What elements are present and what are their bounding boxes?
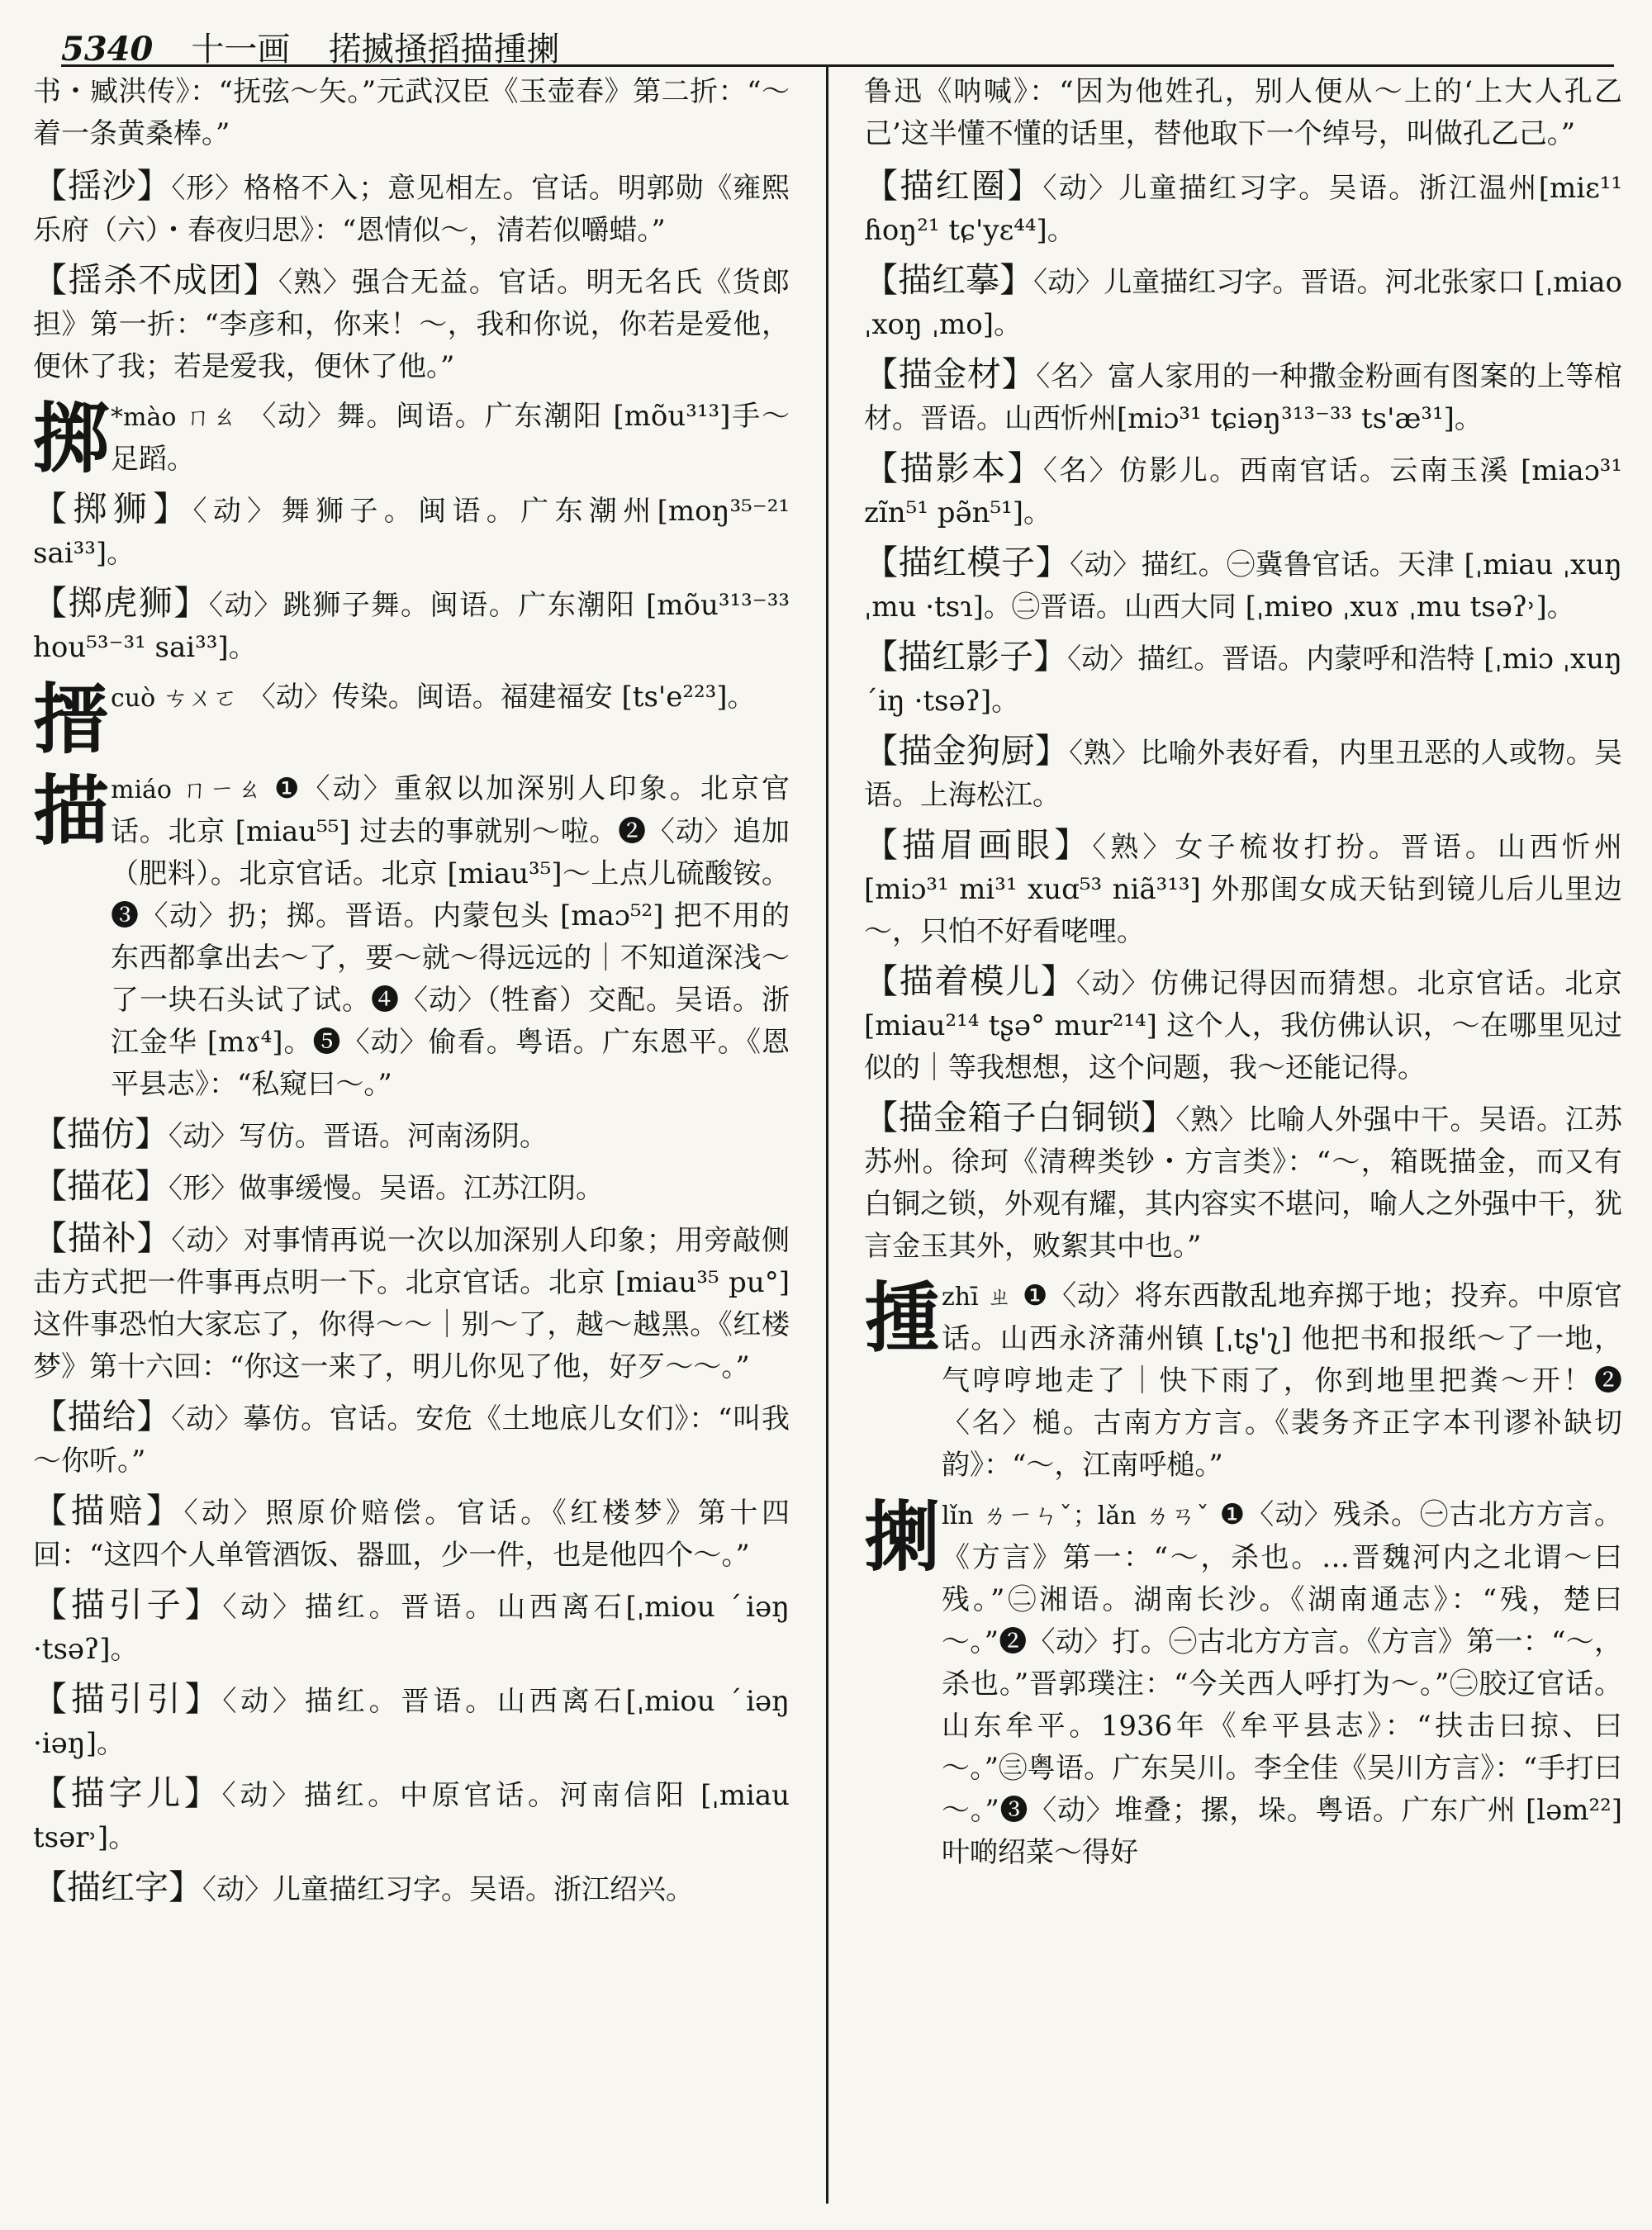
character-entry bbox=[864, 1494, 1622, 1874]
headword: 【描红摹】 bbox=[864, 260, 1034, 300]
headword: 【描赔】 bbox=[33, 1491, 184, 1530]
word-entry bbox=[33, 1113, 790, 1158]
definition-text: 〈熟〉比喻人外强中干。吴语。江苏苏州。徐珂《清稗类钞・方言类》：“～，箱既描金，而又有白铜之锁，外观有耀，其内容实不堪问，喻人之外强中干，犹言金玉其外，败絮其中也。” bbox=[864, 1103, 1622, 1263]
word-entry bbox=[864, 961, 1622, 1089]
word-entry bbox=[864, 165, 1622, 252]
definition-text: ❶〈动〉将东西散乱地弃掷于地；投弃。中原官话。山西永济蒲州镇 [ˌtʂ'ʅ] 他把书和报纸～了一地，气哼哼地走了｜快下雨了，你到地里把粪～开！❷〈名〉槌。古南方方言。《裴务齐正字本刊谬补缺切韵》：“～，江南呼槌。” bbox=[942, 1279, 1622, 1482]
column-divider bbox=[826, 64, 828, 2204]
head-character: 揦 bbox=[864, 1492, 941, 1582]
headword: 【描字儿】 bbox=[33, 1773, 222, 1813]
head-character: 掷 bbox=[33, 394, 110, 483]
head-character: 揰 bbox=[864, 1274, 941, 1363]
word-entry bbox=[864, 1097, 1622, 1268]
header-characters: 掿揻掻搯描揰揦 bbox=[328, 31, 560, 69]
word-entry bbox=[33, 1678, 790, 1765]
stroke-section: 十一画 bbox=[191, 31, 291, 69]
definition-text: 〈熟〉强合无益。官话。明无名氏《货郎担》第一折：“李彦和，你来！～，我和你说，你若是爱他，便休了我；若是爱我，便休了他。” bbox=[33, 266, 790, 383]
definition-text: 〈动〉舞。闽语。广东潮阳 [mõu³¹³]手～足蹈。 bbox=[111, 400, 790, 476]
right-column bbox=[864, 71, 1622, 2210]
definition-text: 鲁迅《呐喊》：“因为他姓孔，别人便从～上的‘上大人孔乙己’这半懂不懂的话里，替他取下一个绰号，叫做孔乙己。” bbox=[864, 75, 1622, 150]
word-entry bbox=[864, 448, 1622, 534]
definition-text: 〈动〉儿童描红习字。晋语。河北张家口 [ˌmiao ˌxoŋ ˌmo]。 bbox=[864, 266, 1622, 341]
headword: 【描红影子】 bbox=[864, 637, 1068, 676]
headword: 【描金材】 bbox=[864, 354, 1037, 394]
word-entry bbox=[864, 353, 1622, 440]
word-entry bbox=[33, 582, 790, 669]
definition-text: 〈动〉跳狮子舞。闽语。广东潮阳 [mõu³¹³⁻³³ hou⁵³⁻³¹ sai³³]。 bbox=[33, 589, 790, 664]
word-entry bbox=[864, 542, 1622, 629]
headword: 【描着模儿】 bbox=[864, 961, 1076, 1001]
definition-text: 〈名〉仿影儿。西南官话。云南玉溪 [miaɔ³¹ zĩn⁵¹ pə̃n⁵¹]。 bbox=[864, 454, 1622, 529]
headword: 【描红圈】 bbox=[864, 166, 1043, 206]
definition-text: 〈动〉仿佛记得因而猜想。北京官话。北京 [miau²¹⁴ tʂə° mur²¹⁴] 这个人，我仿佛认识，～在哪里见过似的｜等我想想，这个问题，我～还能记得。 bbox=[864, 967, 1622, 1084]
character-entry bbox=[33, 675, 790, 764]
word-entry bbox=[33, 1217, 790, 1388]
word-entry bbox=[33, 1584, 790, 1671]
character-entry bbox=[864, 1275, 1622, 1487]
head-character: 描 bbox=[33, 766, 110, 856]
page-number: 5340 bbox=[61, 30, 154, 69]
pronunciation: miáo ㄇㄧㄠ bbox=[111, 776, 264, 804]
character-entry bbox=[33, 396, 790, 481]
left-column bbox=[33, 71, 790, 2210]
definition-text: 〈动〉舞狮子。闽语。广东潮州[moŋ³⁵⁻²¹ sai³³]。 bbox=[33, 495, 790, 570]
definition-text: 〈动〉儿童描红习字。吴语。浙江温州[miɛ¹¹ ɦoŋ²¹ tɕ'yɛ⁴⁴]。 bbox=[864, 172, 1622, 247]
continued-entry bbox=[864, 71, 1622, 155]
definition-text: ❶〈动〉残杀。㊀古北方方言。《方言》第一：“～，杀也。…晋魏河内之北谓～曰残。”㊁湘语。湖南长沙。《湖南通志》：“残，楚曰～。”❷〈动〉打。㊀古北方方言。《方言》第一：“～，杀也。”晋郭璞注：“今关西人呼打为～。”㊁胶辽官话。山东牟平。1936年《牟平县志》：“扶击曰掠、曰～。”㊂粤语。广东吴川。李全佳《吴川方言》：“手打曰～。”❸〈动〉堆叠；摞，垛。粤语。广东广州 [ləm²²] 叶啲绍菜～得好 bbox=[942, 1498, 1622, 1869]
page-header bbox=[61, 23, 1614, 69]
pronunciation: lǐn ㄌㄧㄣˇ；lǎn ㄌㄢˇ bbox=[942, 1502, 1210, 1530]
headword: 【描红模子】 bbox=[864, 543, 1070, 582]
character-entry bbox=[33, 768, 790, 1106]
headword: 【描影本】 bbox=[864, 448, 1043, 488]
word-entry bbox=[33, 1867, 790, 1911]
word-entry bbox=[33, 1490, 790, 1577]
pronunciation: cuò ㄘㄨㄛ bbox=[111, 684, 238, 713]
word-entry bbox=[33, 1396, 790, 1483]
definition-text: 〈动〉描红。中原官话。河南信阳 [ˌmiau tsər˒]。 bbox=[33, 1779, 790, 1854]
headword: 【描补】 bbox=[33, 1218, 172, 1258]
definition-text: ❶〈动〉重叙以加深别人印象。北京官话。北京 [miau⁵⁵] 过去的事就别～啦。❷〈动〉追加（肥料）。北京官话。北京 [miau³⁵]～上点儿硫酸铵。❸〈动〉扔；掷。晋语。内蒙包头 [maɔ⁵²] 把不用的东西都拿出去～了，要～就～得远远的｜不知道深浅～了一块石头试了试。❹〈动〉（牲畜）交配。吴语。浙江金华 [mɤ⁴]。❺〈动〉偷看。粤语。广东恩平。《恩平县志》：“私窥曰～。” bbox=[111, 772, 790, 1101]
definition-text: 〈动〉照原价赔偿。官话。《红楼梦》第十四回：“这四个人单管酒饭、器皿，少一件，也是他四个～。” bbox=[33, 1497, 790, 1572]
headword: 【描仿】 bbox=[33, 1114, 169, 1154]
pronunciation: zhī ㄓ bbox=[942, 1283, 1013, 1312]
headword: 【描花】 bbox=[33, 1166, 169, 1206]
headword: 【描引子】 bbox=[33, 1585, 223, 1625]
headword: 【描给】 bbox=[33, 1397, 172, 1436]
headword: 【掷狮】 bbox=[33, 489, 193, 529]
word-entry bbox=[33, 1165, 790, 1210]
word-entry bbox=[33, 165, 790, 252]
definition-text: 〈动〉描红。晋语。内蒙呼和浩特 [ˌmiɔ ˌxuŋ ˊiŋ ·tsəʔ]。 bbox=[864, 643, 1622, 718]
headword: 【揺沙】 bbox=[33, 166, 172, 206]
headword: 【掷虎狮】 bbox=[33, 583, 209, 623]
headword: 【揺杀不成团】 bbox=[33, 260, 278, 300]
word-entry bbox=[33, 1772, 790, 1859]
headword: 【描金箱子白铜锁】 bbox=[864, 1098, 1176, 1137]
headword: 【描眉画眼】 bbox=[864, 825, 1093, 865]
headword: 【描引引】 bbox=[33, 1679, 223, 1719]
word-entry bbox=[864, 259, 1622, 346]
definition-text: 〈动〉儿童描红习字。吴语。浙江绍兴。 bbox=[202, 1873, 694, 1906]
continued-entry bbox=[33, 71, 790, 155]
word-entry bbox=[33, 259, 790, 388]
word-entry bbox=[864, 824, 1622, 953]
definition-text: 〈形〉格格不入；意见相左。官话。明郭勋《雍熙乐府（六）・春夜归思》：“恩情似～，清若似嚼蜡。” bbox=[33, 172, 790, 247]
definition-text: 〈熟〉比喻外表好看，内里丑恶的人或物。吴语。上海松江。 bbox=[864, 737, 1622, 812]
definition-text: 〈动〉写仿。晋语。河南汤阴。 bbox=[169, 1120, 548, 1153]
definition-text: 〈动〉对事情再说一次以加深别人印象；用旁敲侧击方式把一件事再点明一下。北京官话。北京 [miau³⁵ pu°] 这件事恐怕大家忘了，你得～～｜别～了，越～越黑。《红楼梦》第十六回：“你这一来了，明儿你见了他，好歹～～。” bbox=[33, 1224, 790, 1383]
header-rule bbox=[61, 64, 1614, 67]
definition-text: 〈动〉描红。晋语。山西离石[ˌmiou ˊiəŋ ·iəŋ]。 bbox=[33, 1685, 790, 1760]
definition-text: 〈名〉富人家用的一种撒金粉画有图案的上等棺材。晋语。山西忻州[miɔ³¹ tɕiəŋ³¹³⁻³³ ts'æ³¹]。 bbox=[864, 360, 1622, 435]
definition-text: 〈动〉描红。晋语。山西离石[ˌmiou ˊiəŋ ·tsəʔ]。 bbox=[33, 1591, 790, 1666]
definition-text: 〈动〉传染。闽语。福建福安 [ts'e²²³]。 bbox=[247, 681, 756, 714]
word-entry bbox=[864, 730, 1622, 817]
definition-text: 〈形〉做事缓慢。吴语。江苏江阴。 bbox=[169, 1172, 604, 1205]
word-entry bbox=[864, 636, 1622, 723]
word-entry bbox=[33, 488, 790, 575]
headword: 【描红字】 bbox=[33, 1867, 202, 1907]
headword: 【描金狗厨】 bbox=[864, 731, 1070, 771]
definition-text: 〈动〉摹仿。官话。安危《土地底儿女们》：“叫我～你听。” bbox=[33, 1402, 790, 1478]
pronunciation: *mào ㄇㄠ bbox=[111, 403, 239, 432]
definition-text: 书・臧洪传》：“抚弦～矢。”元武汉臣《玉壶春》第二折：“～着一条黄桑棒。” bbox=[33, 75, 790, 150]
definition-text: 〈熟〉女子梳妆打扮。晋语。山西忻州 [miɔ³¹ mi³¹ xuɑ⁵³ niã³¹³] 外那闺女成天钻到镜儿后儿里边～，只怕不好看咾哩。 bbox=[864, 831, 1622, 948]
head-character: 搢 bbox=[33, 675, 110, 764]
definition-text: 〈动〉描红。㊀冀鲁官话。天津 [ˌmiau ˌxuŋ ˌmu ·tsɿ]。㊁晋语。山西大同 [ˌmiɐo ˌxuɤ ˌmu tsəʔ˒]。 bbox=[864, 548, 1622, 624]
